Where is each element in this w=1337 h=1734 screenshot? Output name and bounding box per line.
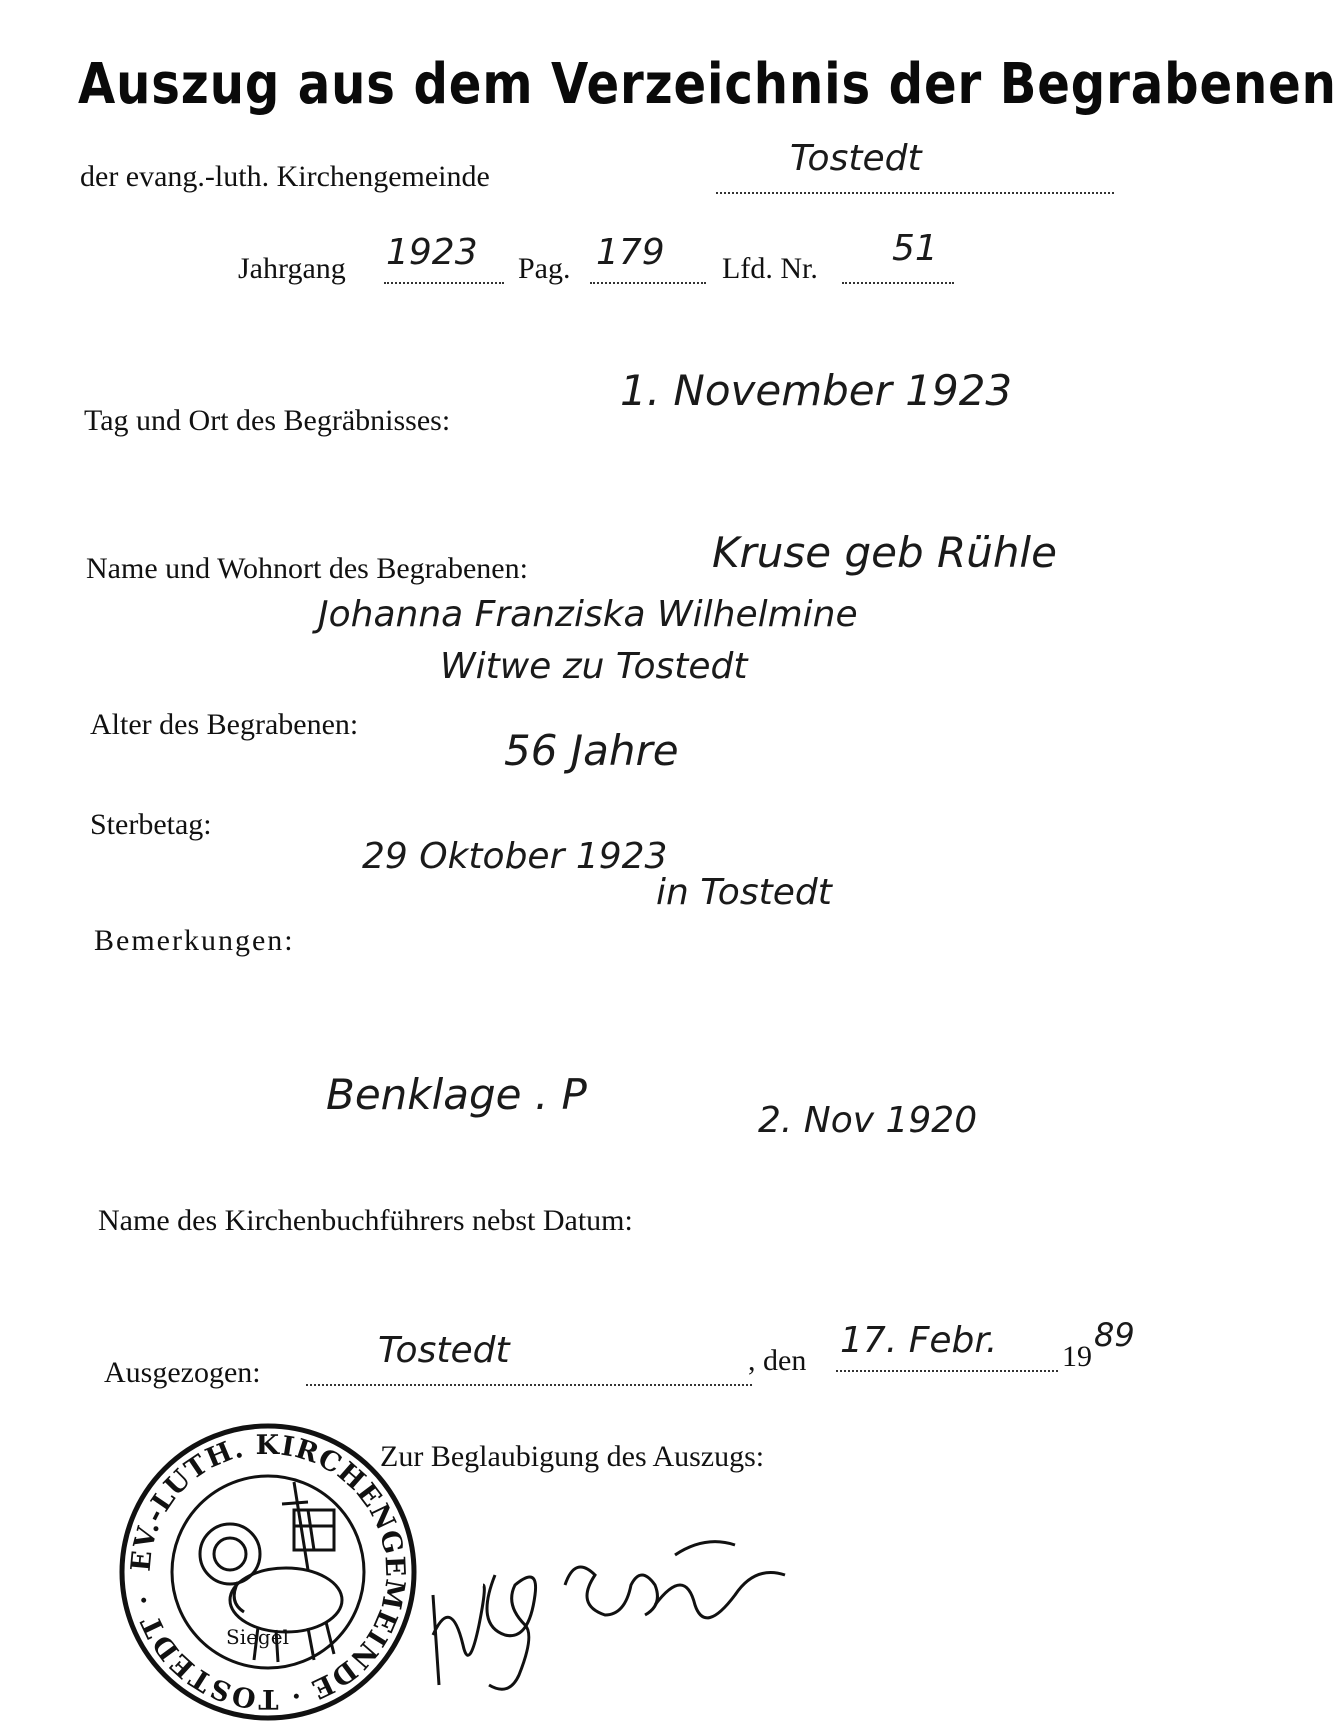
extracted-place-line [306, 1384, 752, 1386]
seal-ring-text: EV.-LUTH. KIRCHENGEMEINDE · TOSTEDT · [125, 1429, 411, 1715]
seal-inner-text: Siegel [226, 1625, 289, 1649]
church-seal [118, 1422, 418, 1722]
svg-text:EV.-LUTH. KIRCHENGEMEINDE · TO [126, 1430, 411, 1714]
name-label: Name und Wohnort des Begrabenen: [86, 552, 528, 585]
year-line [384, 282, 504, 284]
name-line-2: Johanna Franziska Wilhelmine [318, 594, 858, 635]
congregation-label: der evang.-luth. Kirchengemeinde [80, 160, 490, 193]
name-line-3: Witwe zu Tostedt [440, 646, 748, 687]
extracted-date: 17. Febr. [840, 1320, 998, 1361]
year-value: 1923 [386, 232, 478, 273]
page-line [590, 282, 706, 284]
number-label: Lfd. Nr. [722, 252, 818, 285]
congregation-value: Tostedt [790, 138, 922, 179]
date-prefix: , den [748, 1344, 807, 1377]
extracted-label: Ausgezogen: [104, 1356, 261, 1389]
death-place: in Tostedt [656, 872, 832, 913]
year-label: Jahrgang [238, 252, 346, 285]
number-value: 51 [892, 228, 938, 269]
extracted-date-line [836, 1370, 1058, 1372]
extracted-place: Tostedt [378, 1330, 510, 1371]
registrar-label: Name des Kirchenbuchführers nebst Datum: [98, 1204, 633, 1237]
death-value: 29 Oktober 1923 [362, 836, 668, 877]
year-prefix: 19 [1062, 1340, 1092, 1373]
burial-label: Tag und Ort des Begräbnisses: [84, 404, 451, 437]
page-value: 179 [596, 232, 665, 273]
remarks-label: Bemerkungen: [94, 924, 295, 957]
document-title: Auszug aus dem Verzeichnis der Begrabenen [78, 52, 1337, 117]
certification-label: Zur Beglaubigung des Auszugs: [380, 1440, 765, 1473]
registrar-name: Benklage . P [326, 1070, 587, 1119]
burial-value: 1. November 1923 [620, 366, 1013, 415]
page-label: Pag. [518, 252, 571, 285]
death-label: Sterbetag: [90, 808, 212, 841]
signature [425, 1515, 795, 1695]
congregation-line [716, 192, 1114, 194]
registrar-date: 2. Nov 1920 [758, 1100, 978, 1141]
age-label: Alter des Begrabenen: [90, 708, 359, 741]
name-line-1: Kruse geb Rühle [712, 528, 1057, 577]
year-suffix: 89 [1094, 1316, 1135, 1354]
number-line [842, 282, 954, 284]
age-value: 56 Jahre [504, 726, 679, 775]
